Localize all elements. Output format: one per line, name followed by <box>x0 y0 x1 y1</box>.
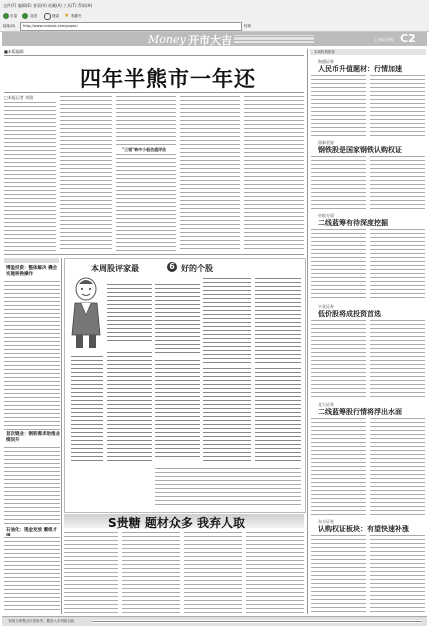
right-text-6a <box>311 534 366 614</box>
banner-headline: S贵糖 题材众多 我弃人取 <box>108 516 245 530</box>
footer-fineprint <box>92 620 422 623</box>
box-title: 本周股评家最 <box>91 264 139 273</box>
masthead-info <box>234 35 314 43</box>
right-source-2: 国泰君安 <box>318 140 334 145</box>
stock-list-2 <box>155 283 200 353</box>
article-column-3b <box>116 153 176 251</box>
right-header: 本周机构推荐 <box>314 50 335 54</box>
search-button[interactable]: 搜索 <box>52 14 59 18</box>
right-text-3a <box>311 228 366 300</box>
right-source-5: 光大证券 <box>318 402 334 407</box>
subheading: "三相"转中小板估值评估 <box>122 147 167 152</box>
right-source-6: 东方证券 <box>318 519 334 524</box>
article-column-1 <box>4 101 56 251</box>
back-icon[interactable] <box>3 13 9 19</box>
right-text-2b <box>370 155 425 210</box>
right-text-6b <box>370 534 425 614</box>
right-title-6: 认购权证板块：有望快速补涨 <box>318 525 409 533</box>
byline: □本报记者 刘翔 <box>4 95 34 100</box>
stock-list-8 <box>255 367 301 461</box>
stock-list-5 <box>107 351 152 461</box>
right-text-4a <box>311 319 366 399</box>
right-text-4b <box>370 319 425 399</box>
go-button[interactable]: 转到 <box>244 24 251 28</box>
paper-name: 上海证券报 <box>374 37 394 42</box>
left-article-text-3 <box>4 536 60 612</box>
divider <box>4 92 304 93</box>
article-column-2 <box>60 95 112 251</box>
section-label: ■本版编辑 <box>4 49 24 54</box>
left-article-text-2 <box>4 446 60 526</box>
menu-favorites[interactable]: 收藏(A) <box>48 3 62 8</box>
stock-list-7 <box>203 367 251 461</box>
right-text-1a <box>311 74 366 136</box>
box-title-2: 好的个股 <box>181 264 213 273</box>
stock-picks-box <box>64 258 306 513</box>
cartoon-figure <box>67 275 105 350</box>
page-number: C2 <box>400 32 416 45</box>
browser-addressbar <box>0 21 429 32</box>
right-title-1: 人民币升值题材：行情加速 <box>318 65 402 73</box>
menu-edit[interactable]: 编辑(E) <box>18 3 32 8</box>
main-headline: 四年半熊市一年还 <box>80 67 256 91</box>
stock-list-3 <box>203 277 251 363</box>
right-title-5: 二线蓝筹股行情将浮出水面 <box>318 408 402 416</box>
right-source-3: 申银万国 <box>318 213 334 218</box>
right-header-bar <box>310 49 426 55</box>
right-title-4: 低价股将成投资首选 <box>318 310 381 318</box>
article-column-5 <box>244 95 304 251</box>
right-source-1: 海通证券 <box>318 59 334 64</box>
right-title-2: 钢铁股是国家钢铁认购权证 <box>318 146 402 154</box>
stock-list-1 <box>107 283 152 343</box>
box-footnote <box>155 467 301 507</box>
address-value: http://www.cnstock.com/paper/ <box>23 24 78 28</box>
footer-bar <box>2 616 427 626</box>
brand-logo: Money <box>148 33 186 46</box>
stock-list-6 <box>155 359 200 459</box>
forward-icon[interactable] <box>22 13 28 19</box>
address-label: 地址(D) <box>3 24 16 28</box>
article-column-4 <box>180 95 240 251</box>
search-icon[interactable] <box>44 13 51 20</box>
right-text-2a <box>311 155 366 210</box>
menu-tools[interactable]: 工具(T) <box>63 3 77 8</box>
menu-help[interactable]: 帮助(H) <box>78 3 93 8</box>
footer-text: 本版文章观点仅供参考，据此入市风险自担 <box>8 619 75 623</box>
masthead-bar <box>2 32 427 46</box>
favorites-button[interactable]: 收藏夹 <box>71 14 82 18</box>
star-icon[interactable]: ★ <box>64 12 70 19</box>
banner-article-col-2 <box>122 531 180 613</box>
banner-article-col-3 <box>184 531 242 613</box>
left-article-headline-2: 首次钢业：钢铁需求助推业绩回升 <box>6 432 60 443</box>
column-divider <box>61 258 62 614</box>
section-title: 开市大吉 <box>188 34 232 47</box>
right-text-3b <box>370 228 425 300</box>
right-text-5a <box>311 417 366 515</box>
right-text-5b <box>370 417 425 515</box>
left-article-text-1 <box>4 280 60 430</box>
divider <box>4 254 304 255</box>
menu-view[interactable]: 查看(V) <box>33 3 47 8</box>
address-input[interactable] <box>20 22 242 31</box>
left-column-label <box>4 258 59 263</box>
left-article-headline-3: 石油化：现金发放 震组才 <box>6 528 58 533</box>
banner-article-col-4 <box>246 531 304 613</box>
article-column-3 <box>116 95 176 145</box>
back-button[interactable]: 后退 <box>10 14 17 18</box>
menu-file[interactable]: 文件(F) <box>3 3 17 8</box>
right-title-3: 二线蓝筹有待深度挖掘 <box>318 219 388 227</box>
stock-list-4 <box>255 277 301 363</box>
banner-article-col-1 <box>64 531 118 613</box>
box-number-badge: 6 <box>167 262 177 272</box>
stock-list-9 <box>71 355 103 461</box>
column-divider <box>307 49 308 614</box>
divider <box>4 55 304 56</box>
left-article-headline-1: 博盈投资：整体解决 機会 实施转换操作 <box>6 266 58 277</box>
right-text-1b <box>370 74 425 136</box>
forward-button[interactable]: 前进 <box>30 14 37 18</box>
right-source-4: 兴业证券 <box>318 304 334 309</box>
banner-bar <box>64 514 304 528</box>
